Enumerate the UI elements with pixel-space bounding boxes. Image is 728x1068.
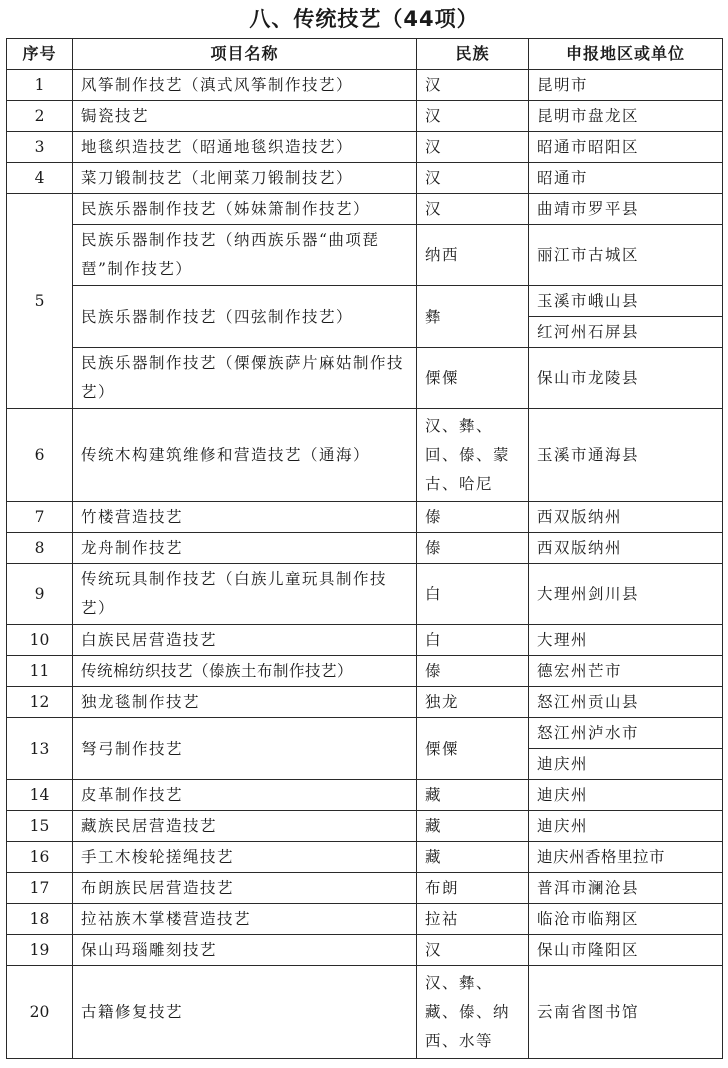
cell-name: 民族乐器制作技艺（纳西族乐器“曲项琵琶”制作技艺） — [73, 225, 417, 286]
cell-seq: 10 — [7, 625, 73, 656]
cell-region: 丽江市古城区 — [529, 225, 723, 286]
table-row — [7, 904, 723, 935]
table-row — [7, 935, 723, 966]
table-row — [7, 687, 723, 718]
cell-name: 保山玛瑙雕刻技艺 — [73, 935, 417, 966]
cell-region: 德宏州芒市 — [529, 656, 723, 687]
cell-seq: 20 — [7, 966, 73, 1059]
cell-ethnic: 布朗 — [417, 873, 529, 904]
cell-region: 曲靖市罗平县 — [529, 194, 723, 225]
cell-region: 玉溪市峨山县 — [529, 286, 723, 317]
cell-seq: 13 — [7, 718, 73, 780]
cell-ethnic: 独龙 — [417, 687, 529, 718]
table-row — [7, 225, 723, 286]
cell-seq: 2 — [7, 101, 73, 132]
table-row — [7, 873, 723, 904]
table-row — [7, 286, 723, 317]
cell-seq: 16 — [7, 842, 73, 873]
cell-ethnic: 藏 — [417, 780, 529, 811]
cell-ethnic: 汉 — [417, 70, 529, 101]
cell-seq: 1 — [7, 70, 73, 101]
cell-name: 弩弓制作技艺 — [73, 718, 417, 780]
cell-name: 民族乐器制作技艺（傈僳族萨片麻姑制作技艺） — [73, 348, 417, 409]
table-header-row — [7, 39, 723, 70]
cell-name: 民族乐器制作技艺（姊妹箫制作技艺） — [73, 194, 417, 225]
cell-name: 皮革制作技艺 — [73, 780, 417, 811]
cell-ethnic: 傈僳 — [417, 718, 529, 780]
table-row — [7, 409, 723, 502]
cell-region: 临沧市临翔区 — [529, 904, 723, 935]
table-row — [7, 101, 723, 132]
cell-region: 西双版纳州 — [529, 502, 723, 533]
cell-name: 传统玩具制作技艺（白族儿童玩具制作技艺） — [73, 564, 417, 625]
cell-name: 菜刀锻制技艺（北闸菜刀锻制技艺） — [73, 163, 417, 194]
cell-seq: 19 — [7, 935, 73, 966]
cell-name: 拉祜族木掌楼营造技艺 — [73, 904, 417, 935]
cell-seq: 15 — [7, 811, 73, 842]
cell-region: 迪庆州 — [529, 749, 723, 780]
table-row — [7, 842, 723, 873]
cell-region: 怒江州贡山县 — [529, 687, 723, 718]
cell-name: 藏族民居营造技艺 — [73, 811, 417, 842]
cell-ethnic: 纳西 — [417, 225, 529, 286]
cell-seq: 17 — [7, 873, 73, 904]
table-row — [7, 194, 723, 225]
cell-seq: 18 — [7, 904, 73, 935]
cell-ethnic: 拉祜 — [417, 904, 529, 935]
cell-name: 风筝制作技艺（滇式风筝制作技艺） — [73, 70, 417, 101]
cell-ethnic: 汉 — [417, 194, 529, 225]
cell-ethnic: 汉 — [417, 935, 529, 966]
cell-region: 西双版纳州 — [529, 533, 723, 564]
cell-ethnic: 白 — [417, 625, 529, 656]
table-row — [7, 718, 723, 749]
cell-ethnic: 汉、彝、回、傣、蒙古、哈尼 — [417, 409, 529, 502]
cell-region: 玉溪市通海县 — [529, 409, 723, 502]
cell-region: 迪庆州 — [529, 780, 723, 811]
cell-ethnic: 汉 — [417, 132, 529, 163]
cell-region: 保山市龙陵县 — [529, 348, 723, 409]
header-seq: 序号 — [7, 39, 73, 70]
cell-region: 大理州 — [529, 625, 723, 656]
cell-name: 传统木构建筑维修和营造技艺（通海） — [73, 409, 417, 502]
cell-name: 白族民居营造技艺 — [73, 625, 417, 656]
cell-seq: 6 — [7, 409, 73, 502]
table-row — [7, 70, 723, 101]
cell-region: 昭通市 — [529, 163, 723, 194]
cell-region: 普洱市澜沧县 — [529, 873, 723, 904]
cell-seq: 9 — [7, 564, 73, 625]
table-row — [7, 163, 723, 194]
cell-region: 昭通市昭阳区 — [529, 132, 723, 163]
cell-ethnic: 藏 — [417, 811, 529, 842]
cell-seq: 8 — [7, 533, 73, 564]
cell-region: 昆明市 — [529, 70, 723, 101]
cell-ethnic: 白 — [417, 564, 529, 625]
table-row — [7, 132, 723, 163]
cell-seq: 4 — [7, 163, 73, 194]
cell-ethnic: 彝 — [417, 286, 529, 348]
table-row — [7, 502, 723, 533]
cell-ethnic: 傣 — [417, 502, 529, 533]
cell-seq: 7 — [7, 502, 73, 533]
cell-ethnic: 汉、彝、藏、傣、纳西、水等 — [417, 966, 529, 1059]
cell-region: 云南省图书馆 — [529, 966, 723, 1059]
cell-seq: 14 — [7, 780, 73, 811]
cell-name: 布朗族民居营造技艺 — [73, 873, 417, 904]
cell-name: 传统棉纺织技艺（傣族土布制作技艺） — [73, 656, 417, 687]
table-row — [7, 533, 723, 564]
cell-name: 龙舟制作技艺 — [73, 533, 417, 564]
cell-region: 昆明市盘龙区 — [529, 101, 723, 132]
table-row — [7, 625, 723, 656]
cell-ethnic: 藏 — [417, 842, 529, 873]
cell-name: 锔瓷技艺 — [73, 101, 417, 132]
cell-region: 怒江州泸水市 — [529, 718, 723, 749]
cell-seq: 12 — [7, 687, 73, 718]
cell-ethnic: 傈僳 — [417, 348, 529, 409]
cell-region: 保山市隆阳区 — [529, 935, 723, 966]
cell-name: 竹楼营造技艺 — [73, 502, 417, 533]
header-ethnic: 民族 — [417, 39, 529, 70]
heritage-table — [6, 38, 723, 1059]
cell-ethnic: 傣 — [417, 533, 529, 564]
cell-name: 古籍修复技艺 — [73, 966, 417, 1059]
table-row — [7, 656, 723, 687]
table-row — [7, 564, 723, 625]
header-name: 项目名称 — [73, 39, 417, 70]
table-row — [7, 811, 723, 842]
cell-seq: 11 — [7, 656, 73, 687]
cell-name: 地毯织造技艺（昭通地毯织造技艺） — [73, 132, 417, 163]
cell-region: 迪庆州 — [529, 811, 723, 842]
cell-name: 独龙毯制作技艺 — [73, 687, 417, 718]
cell-ethnic: 汉 — [417, 101, 529, 132]
cell-name: 民族乐器制作技艺（四弦制作技艺） — [73, 286, 417, 348]
table-row — [7, 966, 723, 1059]
cell-seq: 5 — [7, 194, 73, 409]
header-region: 申报地区或单位 — [529, 39, 723, 70]
cell-region: 红河州石屏县 — [529, 317, 723, 348]
cell-region: 迪庆州香格里拉市 — [529, 842, 723, 873]
cell-region: 大理州剑川县 — [529, 564, 723, 625]
cell-ethnic: 汉 — [417, 163, 529, 194]
page-title: 八、传统技艺（44项） — [249, 7, 479, 31]
cell-name: 手工木梭轮搓绳技艺 — [73, 842, 417, 873]
cell-seq: 3 — [7, 132, 73, 163]
table-row — [7, 348, 723, 409]
cell-ethnic: 傣 — [417, 656, 529, 687]
table-row — [7, 780, 723, 811]
